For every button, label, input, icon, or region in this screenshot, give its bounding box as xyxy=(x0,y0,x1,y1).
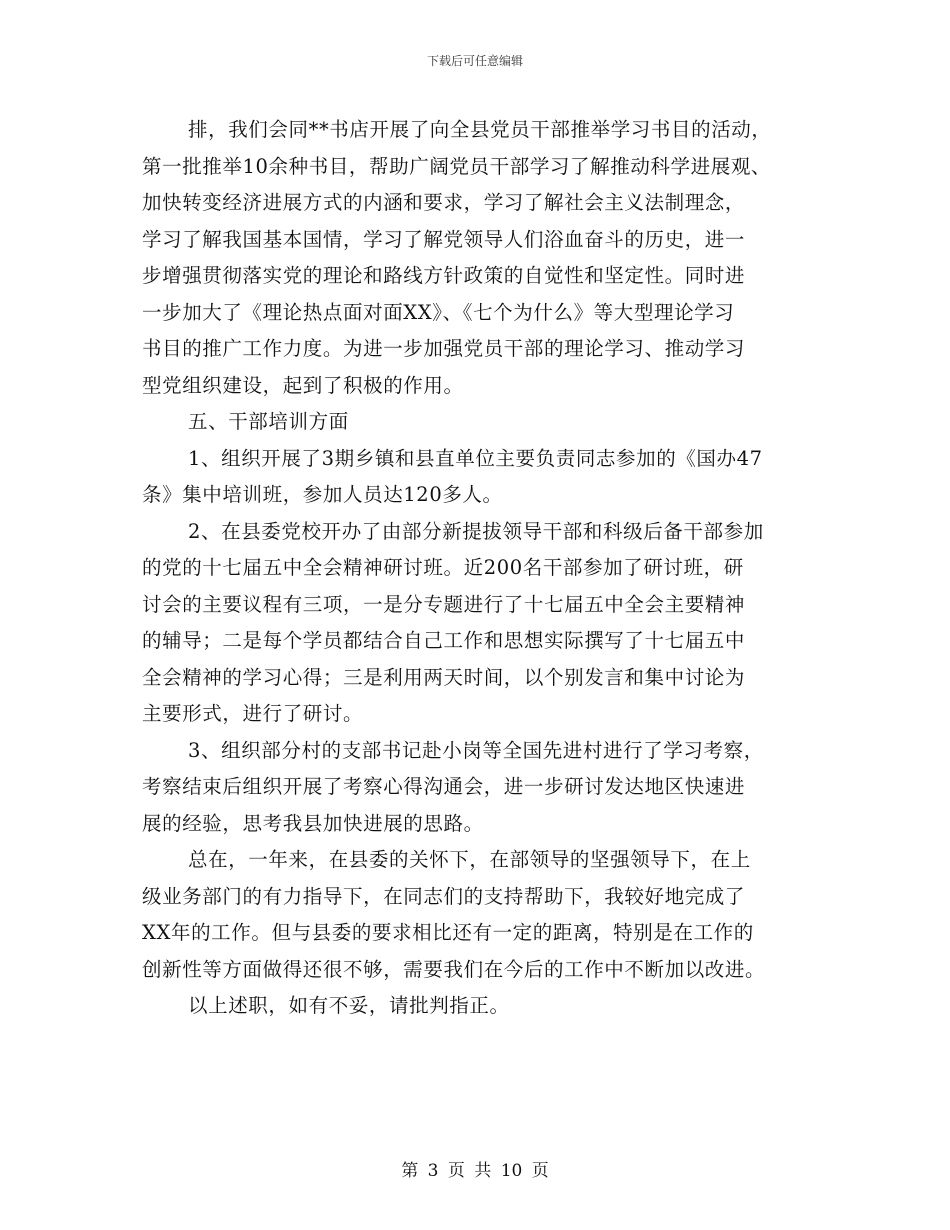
paragraph-line: XX年的工作。但与县委的要求相比还有一定的距离，特别是在工作的 xyxy=(142,921,754,944)
paragraph-line: 展的经验，思考我县加快进展的思路。 xyxy=(142,811,484,835)
paragraph-line: 书目的推广工作力度。为进一步加强党员干部的理论学习、推动学习 xyxy=(142,337,746,360)
paragraph-line: 加快转变经济进展方式的内涵和要求，学习了解社会主义法制理念， xyxy=(142,191,746,214)
paragraph-line: 条》集中培训班，参加人员达120多人。 xyxy=(142,483,503,506)
paragraph-line: 以上述职，如有不妥，请批判指正。 xyxy=(188,994,510,1017)
page-header: 下载后可任意编辑 xyxy=(426,54,523,68)
paragraph-line: 2、在县委党校开办了由部分新提拔领导干部和科级后备干部参加 xyxy=(188,519,764,543)
paragraph-line: 一步加大了《理论热点面对面XX》、《七个为什么》等大型理论学习 xyxy=(142,300,735,324)
paragraph-line: 步增强贯彻落实党的理论和路线方针政策的自觉性和坚定性。同时进 xyxy=(142,264,746,287)
page-number: 第 3 页 共 10 页 xyxy=(401,1161,549,1181)
paragraph-line: 总在，一年来，在县委的关怀下，在部领导的坚强领导下，在上 xyxy=(188,848,751,871)
section-heading: 五、干部培训方面 xyxy=(188,410,349,433)
paragraph-line: 级业务部门的有力指导下，在同志们的支持帮助下，我较好地完成了 xyxy=(142,884,746,908)
document-body xyxy=(142,112,822,1025)
paragraph-line: 型党组织建设，起到了积极的作用。 xyxy=(142,373,464,397)
paragraph-line: 排，我们会同**书店开展了向全县党员干部推举学习书目的活动， xyxy=(188,118,772,141)
paragraph-line: 学习了解我国基本国情，学习了解党领导人们浴血奋斗的历史，进一 xyxy=(142,227,746,251)
paragraph-line: 全会精神的学习心得；三是利用两天时间，以个别发言和集中讨论为 xyxy=(142,665,746,689)
paragraph-line: 讨会的主要议程有三项，一是分专题进行了十七届五中全会主要精神 xyxy=(142,592,746,616)
paragraph-line: 主要形式，进行了研讨。 xyxy=(142,702,364,725)
paragraph-line: 创新性等方面做得还很不够，需要我们在今后的工作中不断加以改进。 xyxy=(142,957,766,981)
paragraph-line: 第一批推举10余种书目，帮助广阔党员干部学习了解推动科学进展观、 xyxy=(142,154,772,178)
paragraph-line: 1、组织开展了3期乡镇和县直单位主要负责同志参加的《国办47 xyxy=(188,446,763,470)
paragraph-line: 考察结束后组织开展了考察心得沟通会，进一步研讨发达地区快速进 xyxy=(142,775,746,798)
paragraph-line: 3、组织部分村的支部书记赴小岗等全国先进村进行了学习考察， xyxy=(188,738,764,762)
paragraph-line: 的党的十七届五中全会精神研讨班。近200名干部参加了研讨班，研 xyxy=(142,556,744,579)
paragraph-line: 的辅导；二是每个学员都结合自己工作和思想实际撰写了十七届五中 xyxy=(142,629,746,652)
